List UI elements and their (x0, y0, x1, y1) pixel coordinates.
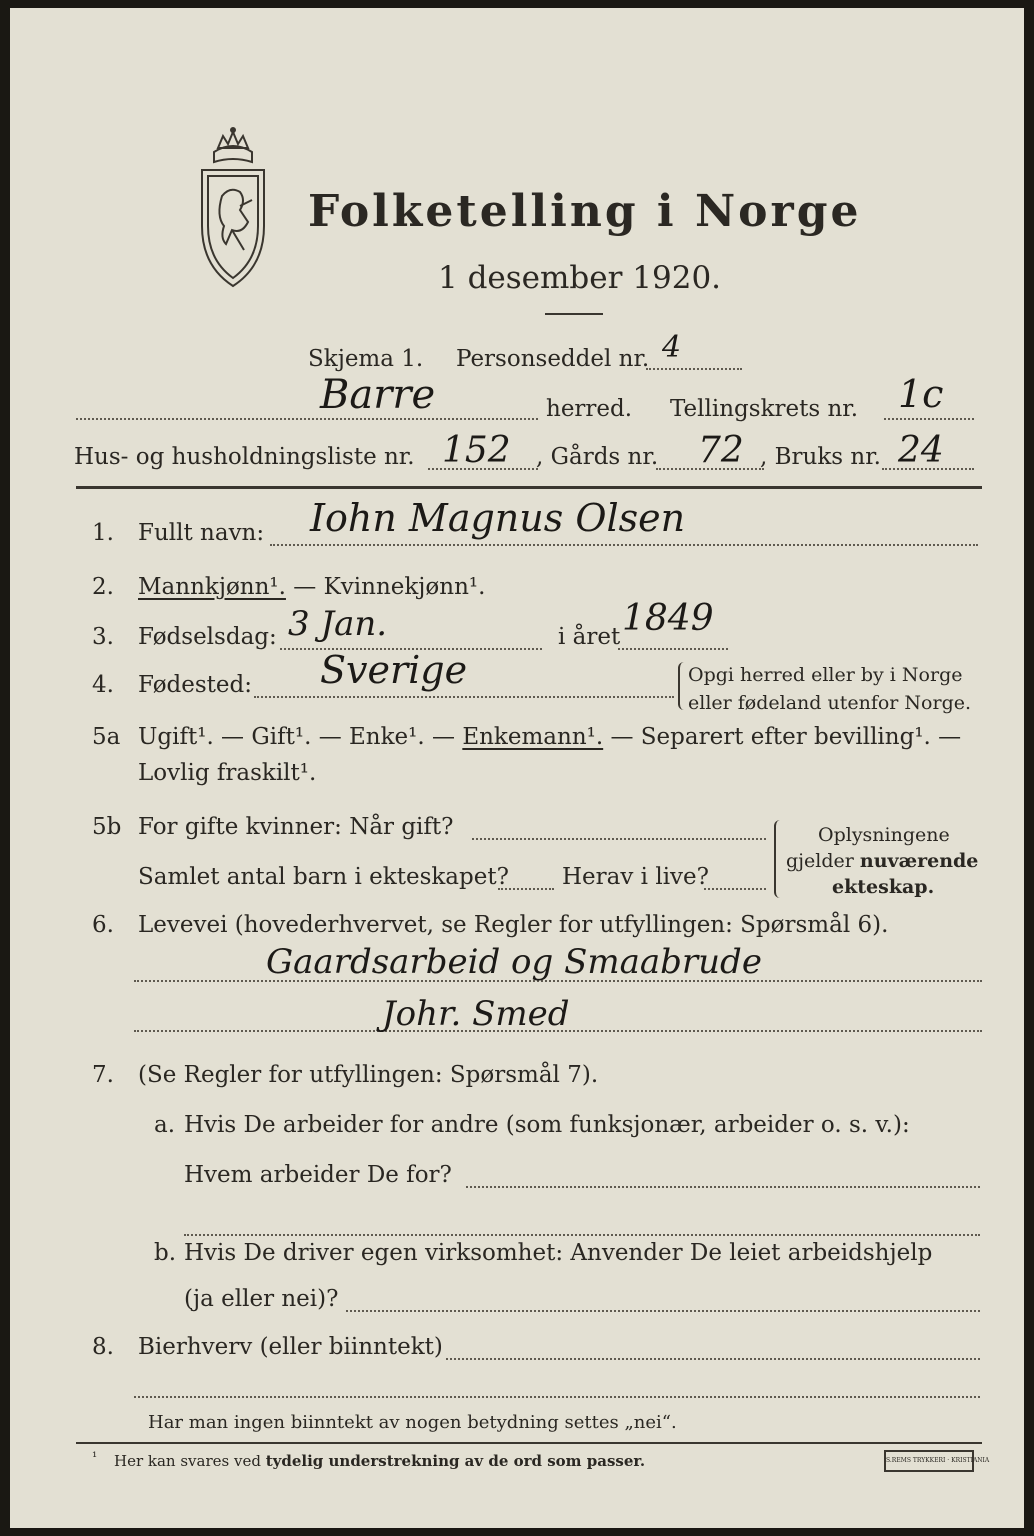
bruks-label: , Bruks nr. (760, 444, 881, 470)
q1-line (270, 544, 978, 546)
q5a-number: 5a (92, 724, 121, 750)
q2-text (138, 574, 485, 600)
q5b-note-line1: Oplysningene (818, 824, 950, 846)
q1-number: 1. (92, 520, 114, 546)
herred-value[interactable]: Barre (320, 372, 436, 418)
q5b-alive-label: Herav i live? (562, 864, 709, 890)
q2-number: 2. (92, 574, 114, 600)
q7b-text: Hvis De driver egen virksomhet: Anvender De leiet arbeidshjelp (184, 1240, 933, 1266)
q7a-field[interactable] (466, 1186, 980, 1188)
q5b-note-line2-bold: nuværende (859, 850, 979, 872)
footnote-separator (76, 1442, 982, 1444)
hus-value[interactable]: 152 (442, 430, 511, 471)
q5b-children-label: Samlet antal barn i ekteskapet? (138, 864, 509, 890)
q5a-option-fraskilt[interactable]: Lovlig fraskilt¹. (138, 760, 317, 786)
bruks-value[interactable]: 24 (898, 430, 944, 471)
q4-note-brace (678, 662, 686, 710)
norway-coat-of-arms-icon (188, 126, 278, 296)
q5a-options (138, 724, 961, 750)
footnote-text-bold: tydelig understrekning av de ord som passer. (265, 1452, 646, 1470)
q8-field[interactable] (446, 1358, 980, 1360)
q5b-note-brace (774, 820, 783, 898)
footnote-mark: ¹ (92, 1450, 98, 1465)
schema-label: Skjema 1. (308, 346, 424, 372)
q3-year-label: i året (558, 624, 621, 650)
tellingskrets-value[interactable]: 1c (898, 372, 944, 416)
q5b-note-line2 (786, 850, 978, 872)
tellingskrets-label: Tellingskrets nr. (670, 396, 859, 422)
hus-label: Hus- og husholdningsliste nr. (74, 444, 415, 470)
q8-note: Har man ingen biinntekt av nogen betydning settes „nei“. (148, 1412, 677, 1433)
gards-label: , Gårds nr. (536, 444, 659, 470)
q4-note-line2: eller fødeland utenfor Norge. (688, 692, 972, 714)
q1-value[interactable]: Iohn Magnus Olsen (310, 496, 686, 540)
footnote-text (114, 1452, 645, 1470)
q4-label: Fødested: (138, 672, 253, 698)
q7-label: (Se Regler for utfyllingen: Spørsmål 7). (138, 1062, 599, 1088)
q7a-field2[interactable] (184, 1234, 980, 1236)
q5b-line1-field[interactable] (472, 838, 766, 840)
q5b-note-line3: ekteskap. (832, 876, 935, 898)
q4-note-line1: Opgi herred eller by i Norge (688, 664, 963, 686)
q6-number: 6. (92, 912, 114, 938)
q5b-alive-field[interactable] (704, 888, 766, 890)
personseddel-line (646, 368, 742, 370)
q3-year-value[interactable]: 1849 (622, 598, 714, 639)
q6-value2[interactable]: Johr. Smed (382, 994, 570, 1034)
q2-male-option[interactable]: Mannkjønn¹. (138, 574, 286, 600)
q7a-text: Hvis De arbeider for andre (som funksjonær, arbeider o. s. v.): (184, 1112, 910, 1138)
tellingskrets-line (884, 418, 974, 420)
personseddel-label: Personseddel nr. (456, 346, 650, 372)
q7a-letter: a. (154, 1112, 176, 1138)
q7a-question: Hvem arbeider De for? (184, 1162, 452, 1188)
q5b-children-field[interactable] (498, 888, 554, 890)
q4-value[interactable]: Sverige (320, 648, 468, 692)
census-form-page (10, 8, 1024, 1528)
q1-label: Fullt navn: (138, 520, 265, 546)
title-underline (545, 313, 603, 315)
q7b-question: (ja eller nei)? (184, 1286, 339, 1312)
q4-line (254, 696, 674, 698)
q5a-options-start[interactable]: Ugift¹. — Gift¹. — Enke¹. — (138, 724, 463, 750)
q8-label: Bierhverv (eller biinntekt) (138, 1334, 443, 1360)
q3-number: 3. (92, 624, 114, 650)
q2-female-option[interactable]: Kvinnekjønn¹. (323, 574, 486, 600)
footnote-text-start: Her kan svares ved (114, 1452, 266, 1470)
q7b-field[interactable] (346, 1310, 980, 1312)
q3-label: Fødselsdag: (138, 624, 277, 650)
q5a-selected-option[interactable]: Enkemann¹. (462, 724, 604, 750)
q7-number: 7. (92, 1062, 114, 1088)
gards-value[interactable]: 72 (698, 430, 744, 471)
herred-line (76, 418, 538, 420)
q5b-note-line2-start: gjelder (786, 850, 860, 872)
printer-stamp: S.REMS TRYKKERI · KRISTIANIA (884, 1450, 974, 1472)
herred-label: herred. (546, 396, 633, 422)
q5b-line1: For gifte kvinner: Når gift? (138, 814, 454, 840)
q4-number: 4. (92, 672, 114, 698)
q7b-letter: b. (154, 1240, 177, 1266)
header-separator (76, 486, 982, 489)
census-date: 1 desember 1920. (438, 260, 722, 296)
personseddel-value[interactable]: 4 (662, 330, 682, 365)
q5b-number: 5b (92, 814, 122, 840)
q6-label: Levevei (hovederhvervet, se Regler for utfyllingen: Spørsmål 6). (138, 912, 889, 938)
page-title: Folketelling i Norge (308, 186, 862, 237)
q2-separator: — (285, 574, 324, 600)
q8-number: 8. (92, 1334, 114, 1360)
q3-year-line (618, 648, 728, 650)
q5a-options-end[interactable]: — Separert efter bevilling¹. — (603, 724, 962, 750)
q6-value1[interactable]: Gaardsarbeid og Smaabrude (266, 942, 762, 982)
q8-field2[interactable] (134, 1396, 980, 1398)
q3-day-value[interactable]: 3 Jan. (288, 604, 388, 644)
